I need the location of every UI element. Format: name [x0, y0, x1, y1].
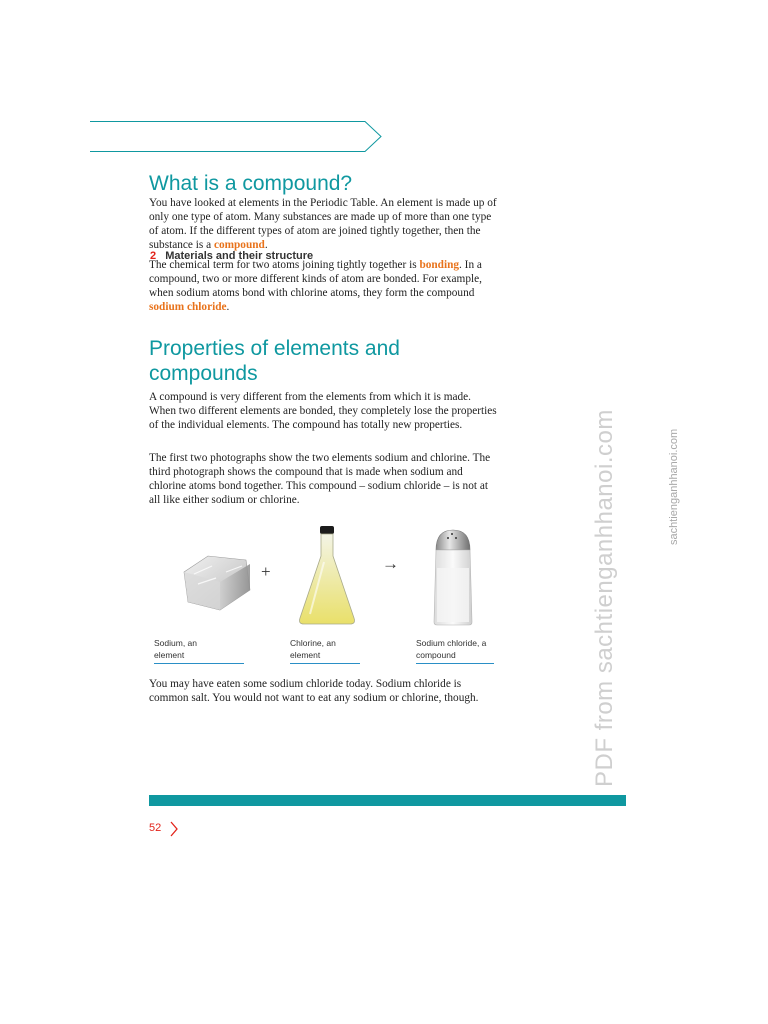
page-number: 52 [149, 822, 162, 834]
punctuation: . [264, 239, 268, 251]
watermark-vertical-small: sachtienganhhanoi.com [668, 428, 680, 545]
caption-sodium-chloride [416, 637, 494, 664]
paragraph-bonding [149, 258, 499, 314]
salt-shaker-photo [430, 528, 476, 626]
caption-line: Sodium chloride, a [416, 638, 487, 648]
keyword-sodium-chloride: sodium chloride [149, 301, 227, 313]
chapter-title: Materials and their structure [165, 250, 314, 262]
paragraph-compound-properties: A compound is very different from the elements from which it is made. When two different elements are bonded, they completely lose the properties of the individual elements. The compound has totally new properties. [149, 391, 497, 431]
chlorine-flask-photo [296, 526, 358, 626]
caption-line: Chlorine, an [290, 638, 336, 648]
section-heading-what-is-compound: What is a compound? [149, 172, 353, 195]
plus-sign: + [261, 562, 271, 581]
caption-line: element [154, 650, 185, 660]
paragraph-text: The chemical term for two atoms joining tightly together is [149, 259, 417, 271]
paragraph-text: You have looked at elements in the Periodic Table. An element is made up of only one type of atom. Many substances are made up of more than one type of atom. If the different types of atom are joined tightly together, then the substance is a [149, 197, 497, 251]
sodium-block-photo [176, 550, 256, 616]
watermark-vertical-large: PDF from sachtienganhhanoi.com [591, 409, 618, 787]
caption-sodium [154, 637, 244, 664]
keyword-compound: compound [213, 239, 265, 251]
chapter-number: 2 [150, 250, 157, 262]
paragraph-compound-definition [149, 196, 499, 252]
paragraph-text: . In a compound, two or more different kinds of atom are bonded. For example, when sodium atoms bond with chlorine atoms, they form the compound [149, 259, 482, 299]
section-heading-properties: Properties of elements and compounds [149, 337, 400, 385]
paragraph-common-salt: You may have eaten some sodium chloride today. Sodium chloride is common salt. You would not want to eat any sodium or chlorine, though. [149, 678, 479, 704]
caption-line: compound [416, 650, 456, 660]
punctuation: . [226, 301, 230, 313]
keyword-bonding: bonding [419, 259, 460, 271]
caption-chlorine [290, 637, 360, 664]
chevron-right-icon [169, 820, 179, 838]
caption-line: element [290, 650, 321, 660]
footer-teal-bar [149, 795, 626, 806]
header-tab-outline [90, 121, 382, 152]
caption-line: Sodium, an [154, 638, 197, 648]
paragraph-photographs: The first two photographs show the two elements sodium and chlorine. The third photograph shows the compound that is made when sodium and chlorine atoms bond together. This compound – sodium chloride – is not at all like either sodium or chlorine. [149, 452, 491, 506]
arrow-sign: → [382, 554, 399, 573]
